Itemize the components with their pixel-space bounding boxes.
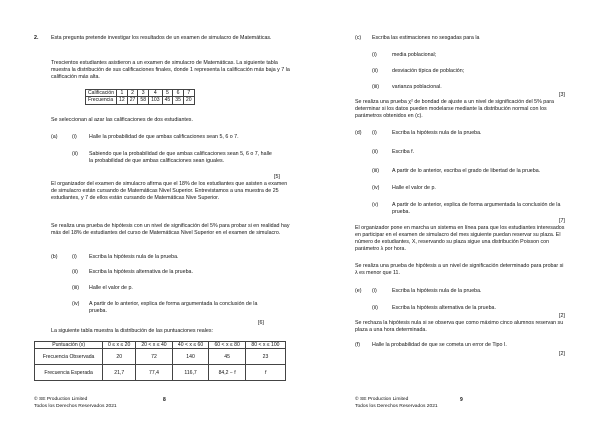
subpart-label: (iii) [72,285,80,291]
score-table [34,341,286,381]
footer-rights: Todos los Derechos Reservados 2021 [34,403,117,409]
part-d-iv-text: Halle el valor de p. [392,185,436,191]
subpart-label: (ii) [372,149,378,155]
part-e-i-text: Escriba la hipótesis nula de la prueba. [392,288,482,294]
table-cell: Calificación [86,90,117,97]
select-text: Se seleccionan al azar las calificaciones de dos estudiantes. [51,117,193,123]
paragraph-reject: Se rechaza la hipótesis nula si se observa que como máximo cinco alumnos reservan su plaza a una hora determinada. [355,320,564,333]
part-c-iii-text: varianza poblacional. [392,84,442,90]
subpart-label: (v) [372,202,379,208]
table-cell: 7 [183,90,194,97]
part-b-ii-text: Escriba la hipótesis alternativa de la prueba. [89,269,193,275]
table-cell: 21,7 [103,365,136,381]
table-cell: 20 [103,349,136,365]
expected-row [35,365,286,381]
part-a-ii-text: Sabiendo que la probabilidad de que ambas calificaciones sean 5, 6 o 7, halle la probabilidad de que ambas calificaciones sean iguales. [89,151,272,164]
table-cell: 84,2 − f [209,365,246,381]
page-number: 9 [460,397,463,403]
part-a-label: (a) [51,134,58,140]
subpart-label: (ii) [72,151,78,157]
footer-rights: Todos los Derechos Reservados 2021 [355,403,438,409]
question-number: 2. [34,35,39,41]
part-c-ii-text: desviación típica de población; [392,68,465,74]
observed-row [35,349,286,365]
marks-f: [2] [559,351,565,357]
part-b-iv-text: A partir de lo anterior, explica de forma argumentada la conclusión de la prueba. [89,301,258,314]
part-b-label: (b) [51,254,58,260]
subpart-label: (iv) [372,185,380,191]
part-f-label: (f) [355,342,360,348]
subpart-label: (i) [372,288,377,294]
part-f-text: Halle la probabilidad de que se cometa un error de Tipo I. [372,342,507,348]
grade-table [85,89,195,105]
table-cell: 12 [117,97,128,104]
table2-intro: La siguiente tabla muestra la distribución de las puntuaciones reales: [51,328,213,334]
table-cell: 40 < x ≤ 60 [172,342,209,349]
subpart-label: (i) [372,52,377,58]
table-cell: 2 [127,90,138,97]
paragraph-hypothesis: Se realiza una prueba de hipótesis con un nivel de significación del 5% para probar si en realidad hay más del 18% de estudiantes del curso de Matemáticas Nivel Superior en el examen de simulacro. [51,223,290,236]
part-a-i-text: Halle la probabilidad de que ambas calificaciones sean 5, 6 o 7. [89,134,239,140]
table-cell: 6 [173,90,184,97]
part-d-ii-text: Escriba f. [392,149,415,155]
part-e-label: (e) [355,288,362,294]
paragraph-organizer: El organizador del examen de simulacro afirma que el 18% de los estudiantes que asisten a examen de simulacro están cursando de Matemáticas Nivel Superior. Entrevistamos a una muestra de 25 estudiantes, y 7 de ellos están cursando de Matemáticas Nive Superior. [51,181,288,201]
table-cell: 80 < x ≤ 100 [245,342,285,349]
table-cell: 1 [117,90,128,97]
table-cell: 45 [162,97,173,104]
part-e-ii-text: Escriba la hipótesis alternativa de la prueba. [392,305,496,311]
subpart-label: (iii) [372,168,380,174]
subpart-label: (i) [72,254,77,260]
part-b-i-text: Escriba la hipótesis nula de la prueba. [89,254,179,260]
footer [34,397,117,410]
table-cell: 20 < x ≤ 40 [136,342,173,349]
part-d-v-text: A partir de lo anterior, explica de forma argumentada la conclusión de la prueba. [392,202,561,215]
question-intro: Esta pregunta pretende investigar los resultados de un examen de simulacro de Matemáticas. [51,35,272,41]
part-c-i-text: media poblacional; [392,52,437,58]
table-cell: 77,4 [136,365,173,381]
table-cell: 58 [138,97,149,104]
right-page [300,0,600,424]
table-cell: 60 < x ≤ 80 [209,342,246,349]
part-c-text: Escriba las estimaciones no sesgadas para la [372,35,480,41]
score-header-row [35,342,286,349]
part-d-iii-text: A partir de lo anterior, escriba el grado de libertad de la prueba. [392,168,541,174]
table-cell: 103 [149,97,163,104]
subpart-label: (ii) [372,305,378,311]
footer-org: © SE Production Limited [34,397,88,402]
footer-org: © SE Production Limited [355,397,409,402]
table-cell: Frecuencia Observada [35,349,103,365]
subpart-label: (ii) [372,68,378,74]
subpart-label: (i) [72,134,77,140]
marks-e: [2] [559,313,565,319]
table-cell: 35 [173,97,184,104]
page-number: 8 [163,397,166,403]
table-cell: Frecuencia Esperada [35,365,103,381]
grade-row [86,90,195,97]
subpart-label: (iii) [372,84,380,90]
paragraph-chi-square: Se realiza una prueba χ² de bondad de ajuste a un nivel de significación del 5% para determinar si los datos pueden modelarse mediante la distribución normal con los parámetros obtenidos en (c). [355,99,554,119]
part-d-label: (d) [355,130,362,136]
marks-d: [7] [559,218,565,224]
table-cell: Frecuencia [86,97,117,104]
subpart-label: (ii) [72,269,78,275]
part-d-i-text: Escriba la hipótesis nula de la prueba. [392,130,482,136]
marks-c: [3] [559,92,565,98]
part-c-label: (c) [355,35,362,41]
table-cell: f [245,365,285,381]
footer [355,397,438,410]
table-cell: 5 [162,90,173,97]
paragraph-online-system: El organizador pone en marcha un sistema en línea para que los estudiantes interesados en participar en el examen de simulacro del mes siguiente puedan reservar su plaza. El número de estudiantes, X, reservando su plaza sigue una distribución Poisson con parámetro λ por hora. [355,225,565,252]
marks-b: [6] [258,320,264,326]
part-b-iii-text: Halle el valor de p. [89,285,133,291]
table-cell: 4 [149,90,163,97]
marks-a: [5] [274,174,280,180]
table-cell: 116,7 [172,365,209,381]
subpart-label: (iv) [72,301,80,307]
paragraph-students: Trescientos estudiantes asistieron a un examen de simulacro de Matemáticas. La siguiente tabla muestra la distribución de sus calificaciones finales, donde 1 representa la calificación más baja y 7 la calificación más alta. [51,60,290,80]
table-cell: 45 [209,349,246,365]
table-cell: 27 [127,97,138,104]
paragraph-test2: Se realiza una prueba de hipótesis a un nivel de significación determinado para probar si λ es menor que 11. [355,263,564,276]
frequency-row [86,97,195,104]
table-cell: 20 [183,97,194,104]
subpart-label: (i) [372,130,377,136]
table-cell: 3 [138,90,149,97]
table-cell: Puntuación (x) [35,342,103,349]
table-cell: 140 [172,349,209,365]
table-cell: 23 [245,349,285,365]
table-cell: 0 ≤ x ≤ 20 [103,342,136,349]
table-cell: 72 [136,349,173,365]
